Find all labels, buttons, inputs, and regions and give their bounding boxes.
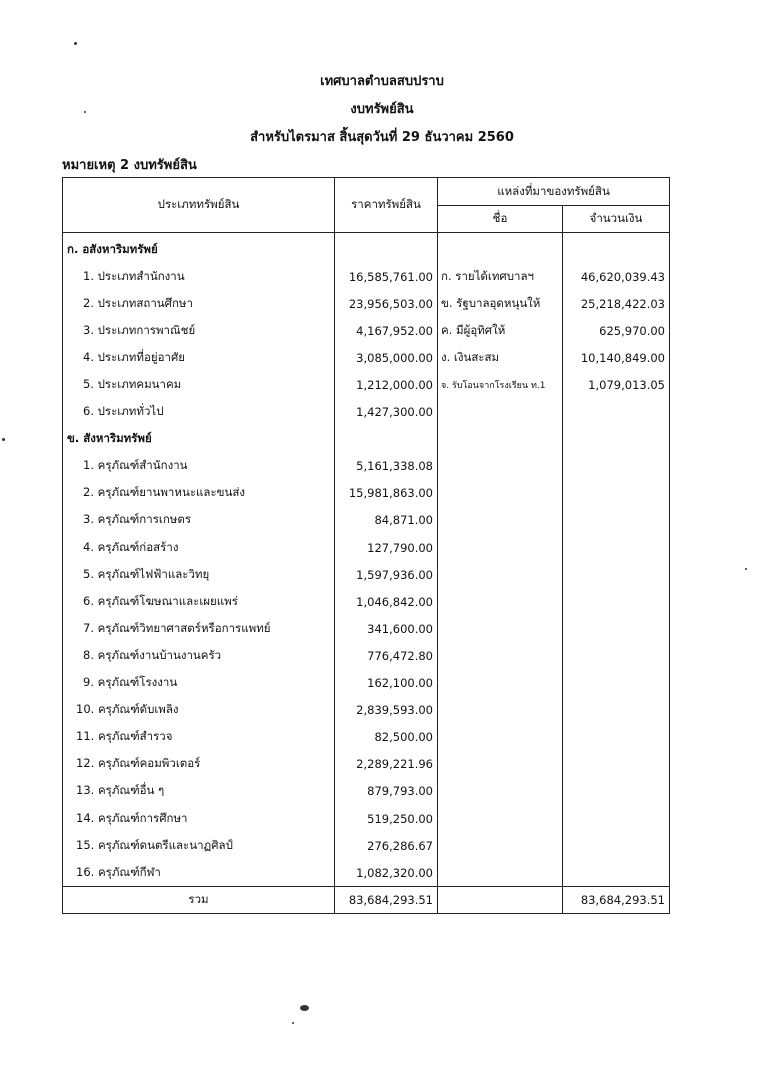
section-row — [63, 426, 670, 453]
asset-price: 127,790.00 — [335, 534, 438, 561]
source-name — [438, 588, 563, 615]
asset-row — [63, 615, 670, 642]
asset-row — [63, 534, 670, 561]
asset-price: 82,500.00 — [335, 724, 438, 751]
header-source-name: ชื่อ — [438, 206, 563, 233]
asset-price: 1,046,842.00 — [335, 588, 438, 615]
source-name — [438, 480, 563, 507]
source-amount — [563, 426, 670, 453]
source-name: ก. รายได้เทศบาลฯ — [438, 263, 563, 290]
asset-row — [63, 642, 670, 669]
asset-label: 8. ครุภัณฑ์งานบ้านงานครัว — [63, 642, 335, 669]
source-amount: 1,079,013.05 — [563, 371, 670, 398]
asset-price: 879,793.00 — [335, 778, 438, 805]
asset-price: 3,085,000.00 — [335, 344, 438, 371]
source-name — [438, 778, 563, 805]
asset-label: 6. ประเภททั่วไป — [63, 399, 335, 426]
asset-label: 4. ครุภัณฑ์ก่อสร้าง — [63, 534, 335, 561]
source-name — [438, 832, 563, 859]
source-amount — [563, 778, 670, 805]
source-amount — [563, 615, 670, 642]
asset-price — [335, 426, 438, 453]
asset-row — [63, 290, 670, 317]
scan-speck — [745, 568, 747, 570]
asset-label: 5. ครุภัณฑ์ไฟฟ้าและวิทยุ — [63, 561, 335, 588]
asset-label: 2. ประเภทสถานศึกษา — [63, 290, 335, 317]
asset-label: 16. ครุภัณฑ์กีฬา — [63, 859, 335, 887]
source-name — [438, 724, 563, 751]
asset-label: 11. ครุภัณฑ์สำรวจ — [63, 724, 335, 751]
asset-label: 4. ประเภทที่อยู่อาศัย — [63, 344, 335, 371]
asset-row — [63, 588, 670, 615]
asset-row — [63, 371, 670, 398]
asset-price: 2,839,593.00 — [335, 697, 438, 724]
source-amount: 25,218,422.03 — [563, 290, 670, 317]
header-asset-price: ราคาทรัพย์สิน — [335, 178, 438, 233]
asset-price: 1,212,000.00 — [335, 371, 438, 398]
asset-price: 23,956,503.00 — [335, 290, 438, 317]
asset-label: 10. ครุภัณฑ์ดับเพลิง — [63, 697, 335, 724]
asset-row — [63, 263, 670, 290]
source-amount — [563, 453, 670, 480]
asset-price: 341,600.00 — [335, 615, 438, 642]
source-name — [438, 399, 563, 426]
asset-label: 13. ครุภัณฑ์อื่น ๆ — [63, 778, 335, 805]
source-amount — [563, 697, 670, 724]
asset-row — [63, 399, 670, 426]
asset-label: 14. ครุภัณฑ์การศึกษา — [63, 805, 335, 832]
asset-row — [63, 751, 670, 778]
total-price: 83,684,293.51 — [335, 887, 438, 914]
report-title: งบทรัพย์สิน — [350, 102, 414, 117]
source-amount — [563, 724, 670, 751]
source-name: ข. รัฐบาลอุดหนุนให้ — [438, 290, 563, 317]
asset-label: 3. ครุภัณฑ์การเกษตร — [63, 507, 335, 534]
note-heading: หมายเหตุ 2 งบทรัพย์สิน — [62, 158, 197, 173]
source-amount — [563, 832, 670, 859]
asset-row — [63, 453, 670, 480]
source-amount: 10,140,849.00 — [563, 344, 670, 371]
asset-price — [335, 233, 438, 264]
source-amount — [563, 480, 670, 507]
source-name — [438, 453, 563, 480]
source-name — [438, 561, 563, 588]
section-label: ก. อสังหาริมทรัพย์ — [63, 233, 335, 264]
asset-row — [63, 697, 670, 724]
asset-row — [63, 805, 670, 832]
source-name — [438, 233, 563, 264]
asset-label: 12. ครุภัณฑ์คอมพิวเตอร์ — [63, 751, 335, 778]
asset-label: 2. ครุภัณฑ์ยานพาหนะและขนส่ง — [63, 480, 335, 507]
asset-row — [63, 561, 670, 588]
header-asset-type: ประเภททรัพย์สิน — [63, 178, 335, 233]
source-amount: 625,970.00 — [563, 317, 670, 344]
source-name — [438, 751, 563, 778]
scan-speck — [84, 111, 86, 113]
total-label: รวม — [63, 887, 335, 914]
source-name — [438, 642, 563, 669]
total-row — [63, 887, 670, 914]
source-amount — [563, 859, 670, 887]
asset-label: 6. ครุภัณฑ์โฆษณาและเผยแพร่ — [63, 588, 335, 615]
source-name — [438, 615, 563, 642]
header-source-amount: จำนวนเงิน — [563, 206, 670, 233]
source-name — [438, 534, 563, 561]
scan-speck — [300, 1005, 309, 1011]
asset-label: 9. ครุภัณฑ์โรงงาน — [63, 670, 335, 697]
asset-price: 276,286.67 — [335, 832, 438, 859]
scan-speck — [74, 42, 77, 45]
source-name — [438, 697, 563, 724]
asset-price: 5,161,338.08 — [335, 453, 438, 480]
source-name — [438, 670, 563, 697]
asset-price: 519,250.00 — [335, 805, 438, 832]
asset-label: 7. ครุภัณฑ์วิทยาศาสตร์หรือการแพทย์ — [63, 615, 335, 642]
total-source-blank — [438, 887, 563, 914]
source-name: ค. มีผู้อุทิศให้ — [438, 317, 563, 344]
asset-price: 1,597,936.00 — [335, 561, 438, 588]
source-amount — [563, 670, 670, 697]
asset-row — [63, 344, 670, 371]
source-name: จ. รับโอนจากโรงเรียน ท.1 — [438, 371, 563, 398]
asset-row — [63, 670, 670, 697]
assets-table — [62, 177, 670, 914]
asset-price: 776,472.80 — [335, 642, 438, 669]
source-amount — [563, 751, 670, 778]
asset-label: 1. ครุภัณฑ์สำนักงาน — [63, 453, 335, 480]
source-amount — [563, 588, 670, 615]
asset-price: 84,871.00 — [335, 507, 438, 534]
source-name — [438, 507, 563, 534]
scan-speck — [292, 1022, 294, 1024]
header-asset-source: แหล่งที่มาของทรัพย์สิน — [438, 178, 670, 206]
asset-price: 1,082,320.00 — [335, 859, 438, 887]
source-amount — [563, 399, 670, 426]
source-name — [438, 426, 563, 453]
section-row — [63, 233, 670, 264]
asset-row — [63, 724, 670, 751]
asset-label: 3. ประเภทการพาณิชย์ — [63, 317, 335, 344]
source-amount — [563, 534, 670, 561]
org-title: เทศบาลตำบลสบปราบ — [320, 74, 444, 89]
asset-row — [63, 507, 670, 534]
asset-price: 16,585,761.00 — [335, 263, 438, 290]
asset-row — [63, 859, 670, 887]
scan-speck — [2, 438, 5, 441]
asset-row — [63, 317, 670, 344]
asset-price: 162,100.00 — [335, 670, 438, 697]
asset-price: 1,427,300.00 — [335, 399, 438, 426]
asset-price: 2,289,221.96 — [335, 751, 438, 778]
source-amount — [563, 507, 670, 534]
asset-label: 5. ประเภทคมนาคม — [63, 371, 335, 398]
source-name — [438, 805, 563, 832]
report-period: สำหรับไตรมาส สิ้นสุดวันที่ 29 ธันวาคม 2560 — [250, 130, 514, 145]
asset-label: 1. ประเภทสำนักงาน — [63, 263, 335, 290]
asset-row — [63, 832, 670, 859]
source-amount — [563, 561, 670, 588]
source-name: ง. เงินสะสม — [438, 344, 563, 371]
asset-row — [63, 778, 670, 805]
source-amount — [563, 642, 670, 669]
source-amount: 46,620,039.43 — [563, 263, 670, 290]
source-amount — [563, 233, 670, 264]
total-amount: 83,684,293.51 — [563, 887, 670, 914]
source-amount — [563, 805, 670, 832]
asset-price: 15,981,863.00 — [335, 480, 438, 507]
asset-row — [63, 480, 670, 507]
asset-label: 15. ครุภัณฑ์ดนตรีและนาฏศิลป์ — [63, 832, 335, 859]
asset-price: 4,167,952.00 — [335, 317, 438, 344]
source-name — [438, 859, 563, 887]
section-label: ข. สังหาริมทรัพย์ — [63, 426, 335, 453]
